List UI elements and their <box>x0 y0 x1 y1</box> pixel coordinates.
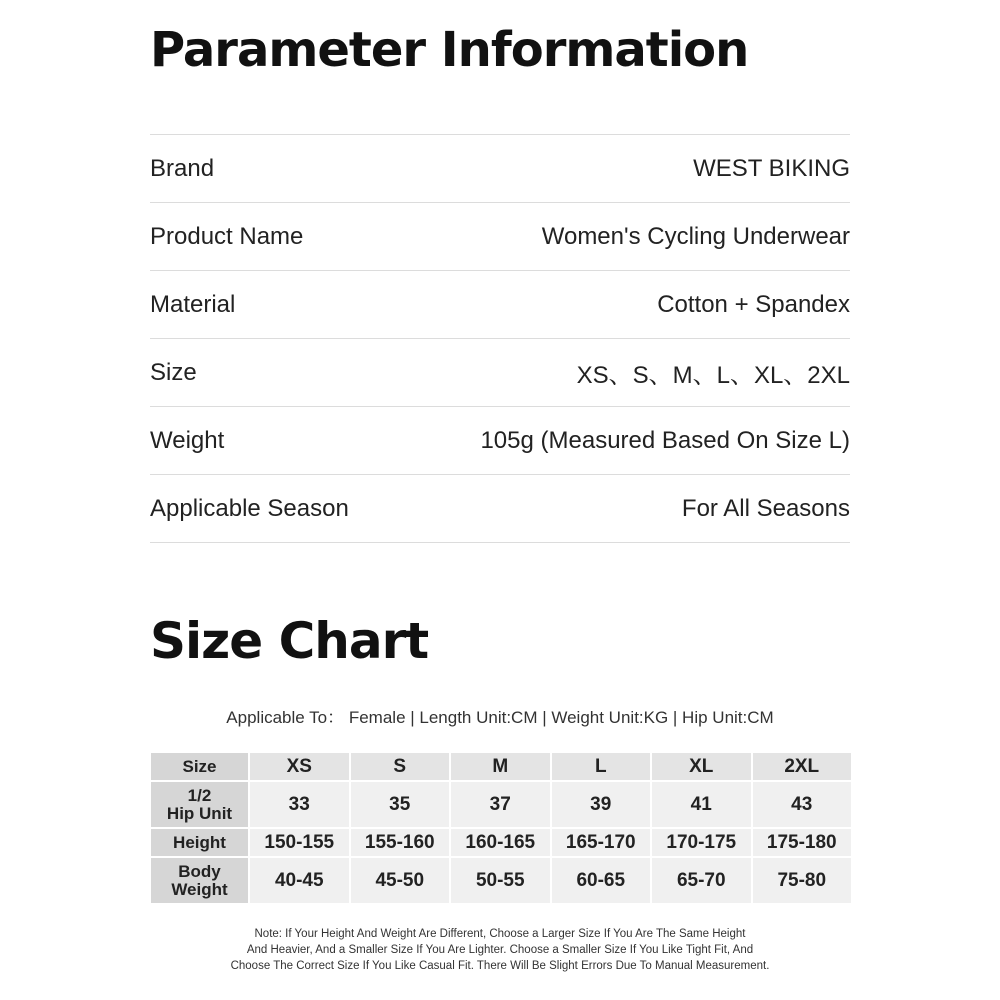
size-header-cell: 2XL <box>753 753 852 780</box>
table-cell: 50-55 <box>451 858 550 903</box>
param-value: Cotton + Spandex <box>657 290 850 318</box>
table-cell: 150-155 <box>250 829 349 856</box>
param-label: Size <box>150 358 197 386</box>
param-label: Material <box>150 290 236 318</box>
applicable-info: Applicable To： Female | Length Unit:CM | Weight Unit:KG | Hip Unit:CM <box>226 708 774 727</box>
row-header-line: Hip Unit <box>166 803 233 823</box>
row-header-line: Height <box>173 832 226 852</box>
param-value: For All Seasons <box>681 494 850 522</box>
size-note <box>0 926 1000 974</box>
size-chart-table <box>149 751 853 905</box>
size-header-cell: S <box>351 753 450 780</box>
param-row-material <box>150 270 850 338</box>
row-header-line: Body <box>178 861 221 881</box>
table-cell: 160-165 <box>451 829 550 856</box>
param-label: Weight <box>150 426 225 454</box>
row-header <box>151 782 248 827</box>
table-cell: 45-50 <box>351 858 450 903</box>
parameter-table <box>150 134 850 543</box>
table-cell: 37 <box>451 782 550 827</box>
note-line: Note: If Your Height And Weight Are Different, Choose a Larger Size If You Are The Same Height <box>254 928 746 940</box>
param-row-season <box>150 474 850 543</box>
table-cell: 170-175 <box>652 829 751 856</box>
size-table-row <box>151 829 851 856</box>
size-table-row <box>151 858 851 903</box>
param-value: Women's Cycling Underwear <box>541 222 850 250</box>
param-value: XS、S、M、L、XL、2XL <box>576 362 850 389</box>
row-header-line: 1/2 <box>187 785 212 805</box>
param-value: 105g (Measured Based On Size L) <box>480 426 850 454</box>
table-cell: 60-65 <box>552 858 651 903</box>
size-header-cell: M <box>451 753 550 780</box>
size-chart-title: Size Chart <box>150 612 429 670</box>
table-cell: 75-80 <box>753 858 852 903</box>
row-header-line: Weight <box>171 879 228 899</box>
row-header <box>151 829 248 856</box>
param-label: Applicable Season <box>150 494 349 522</box>
table-cell: 65-70 <box>652 858 751 903</box>
note-line: Choose The Correct Size If You Like Casual Fit. There Will Be Slight Errors Due To Manual Measurement. <box>230 960 770 972</box>
table-cell: 40-45 <box>250 858 349 903</box>
table-cell: 175-180 <box>753 829 852 856</box>
size-header-cell: XL <box>652 753 751 780</box>
param-value: WEST BIKING <box>693 154 850 182</box>
table-cell: 43 <box>753 782 852 827</box>
param-label: Brand <box>150 154 215 182</box>
size-table-row <box>151 782 851 827</box>
note-line: And Heavier, And a Smaller Size If You Are Lighter. Choose a Smaller Size If You Like Tight Fit, And <box>246 944 754 956</box>
table-cell: 155-160 <box>351 829 450 856</box>
table-cell: 165-170 <box>552 829 651 856</box>
param-row-size <box>150 338 850 406</box>
table-cell: 41 <box>652 782 751 827</box>
size-table-row <box>151 753 851 780</box>
size-header-cell: XS <box>250 753 349 780</box>
table-cell: 33 <box>250 782 349 827</box>
size-header-cell: L <box>552 753 651 780</box>
param-row-brand <box>150 134 850 202</box>
row-header-line: Size <box>182 756 217 776</box>
param-row-product-name <box>150 202 850 270</box>
row-header <box>151 858 248 903</box>
row-header <box>151 753 248 780</box>
table-cell: 39 <box>552 782 651 827</box>
parameter-info-title: Parameter Information <box>150 22 749 78</box>
param-label: Product Name <box>150 222 304 250</box>
param-row-weight <box>150 406 850 474</box>
table-cell: 35 <box>351 782 450 827</box>
